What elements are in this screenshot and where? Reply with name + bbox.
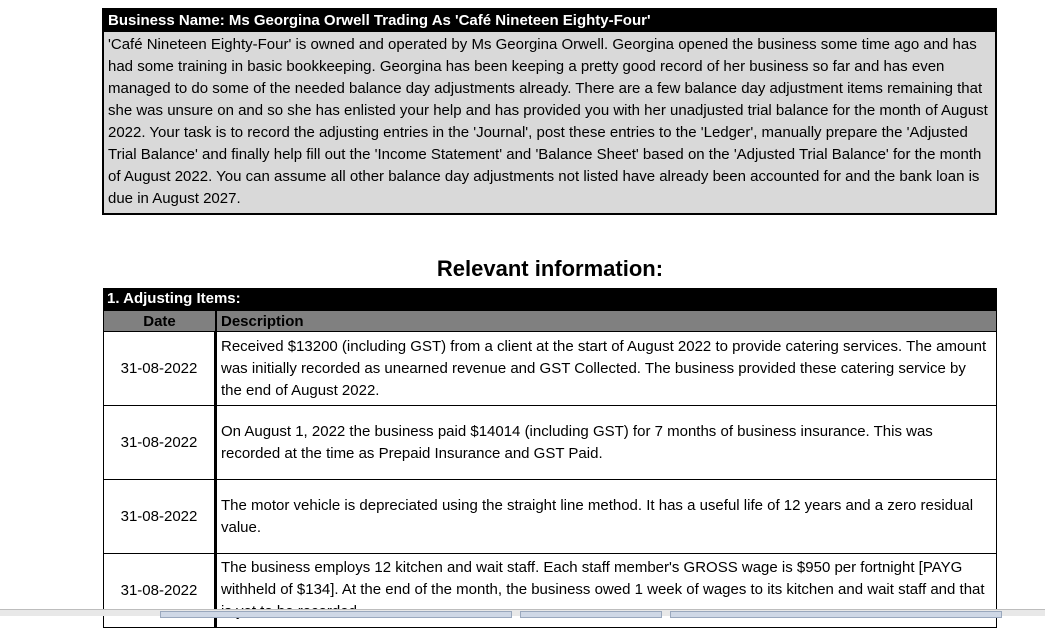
row-description: The motor vehicle is depreciated using the straight line method. It has a useful life of 12 years and a zero residual value. bbox=[221, 496, 974, 536]
description-column-header: Description bbox=[216, 310, 997, 332]
row-date: 31-08-2022 bbox=[104, 332, 217, 405]
business-name-title: Business Name: Ms Georgina Orwell Trading As 'Café Nineteen Eighty-Four' bbox=[104, 10, 995, 32]
row-description: On August 1, 2022 the business paid $14014 (including GST) for 7 months of business insurance. This was recorded at the time as Prepaid Insurance and GST Paid. bbox=[221, 422, 933, 462]
row-date: 31-08-2022 bbox=[104, 406, 217, 479]
date-column-header: Date bbox=[103, 310, 216, 332]
adjusting-items-title: 1. Adjusting Items: bbox=[103, 288, 997, 310]
relevant-information-heading: Relevant information: bbox=[436, 256, 664, 281]
table-row[interactable] bbox=[103, 480, 997, 554]
table-row[interactable] bbox=[103, 406, 997, 480]
table-row[interactable] bbox=[103, 332, 997, 406]
row-date: 31-08-2022 bbox=[104, 554, 217, 627]
row-description: The business employs 12 kitchen and wait staff. Each staff member's GROSS wage is $950 per fortnight [PAYG withheld of $134]. At the end of the month, the business owed 1 week of wages to its kitchen and wait staff and that bbox=[221, 559, 985, 598]
row-date: 31-08-2022 bbox=[104, 480, 217, 553]
business-info-box bbox=[102, 8, 997, 215]
business-description: 'Café Nineteen Eighty-Four' is owned and operated by Ms Georgina Orwell. Georgina opened the business some time ago and has had some training in basic bookkeeping. Georgina has been keeping a pretty good record of her business so far and has even managed to do some of the needed balance day adjustments already. There are a few balance day adjustment items remaining that she was unsure on and so she has enlisted your help and has provided you with her unadjusted trial balance for the month of August 2022. Your task is to record the adjusting entries in the 'Journal', post these entries to the 'Ledger', manually prepare the 'Adjusted Trial Balance' and finally help fill out the 'Income Statement' and 'Balance Sheet' based on the 'Adjusted Trial Balance' for the month of August 2022. You can assume all other balance day adjustments not listed have already been accounted for and the bank loan is due in August 2027. bbox=[108, 36, 988, 207]
row-description: Received $13200 (including GST) from a client at the start of August 2022 to provide catering services. The amount was initially recorded as unearned revenue and GST Collected. The business provided these catering service by the end of August 2022. bbox=[221, 337, 987, 399]
